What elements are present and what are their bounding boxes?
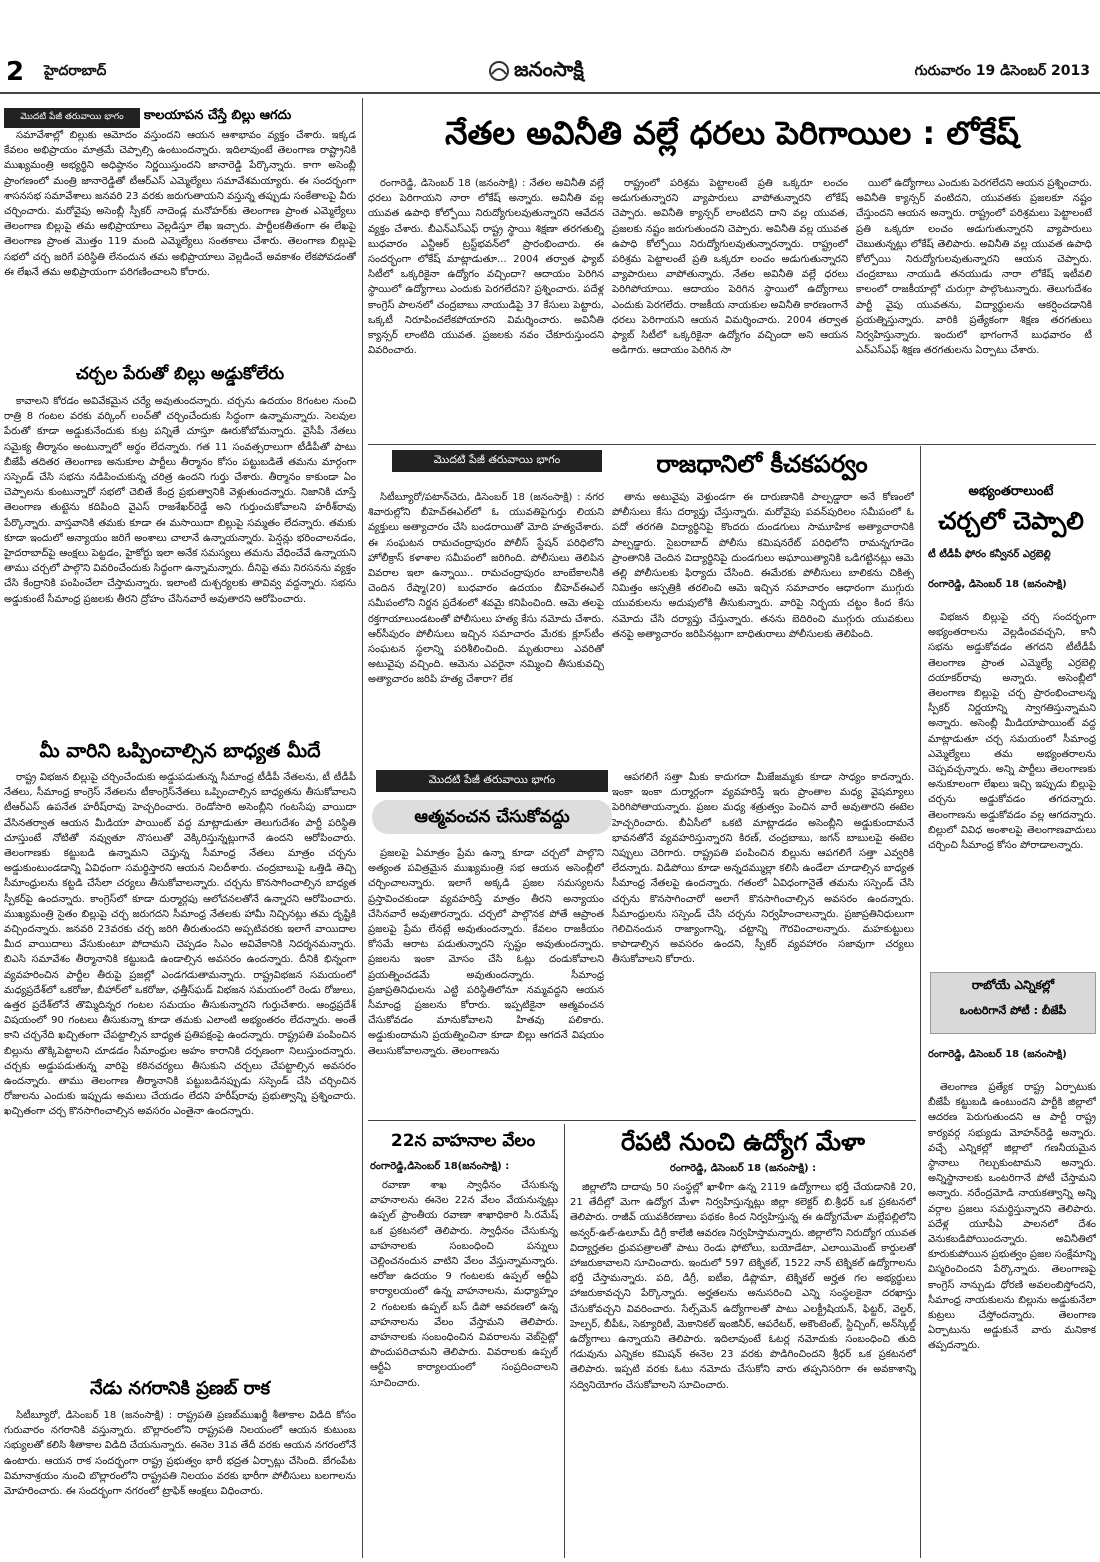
paragraph: కావాలని కోరడం అవివేకమైన చర్యే అవుతుందన్నారు. చర్చను ఉదయం 8గంటల నుంచి రాత్రి 8 గంటల వరకు వర్కింగ్ లంచ్‌తో చర్చించేందుకు సిద్ధంగా ఉన్నామన్నారు. సెలవుల పేరుతో కూడా అడ్డుకునేందుకు కుట్ర పన్నితే చూస్తూ ఊరుకోబోమన్నారు. వైసీపీ నేతలు సమైక్య తీర్మానం అంటున్నాలో అర్థం లేదన్నారు. గత 11 సంవత్సరాలుగా టీడీపీతో పాటు బీజేపీ తదితర తెలంగాణ అనుకూల పార్టీలు తీర్మానం కోసం పట్టుబడితే తమను మార్గంగా సస్పెండ్ చేసి సభను నడిపించుకున్న చరిత్ర ఉందని గుర్తు చేశారు. తీర్మానం కాకుండా ఏం చెప్పాలను కుంటున్నారో సభలో చెబితే కేంద్ర ప్రభుత్వానికి వెళ్లుతుందన్నారు. నిజానికి చూస్తే తెలంగాణ తుట్టెను కదిపింది వైఎస్ రాజశేఖర్‌రెడ్డే అని గుర్తుంచుకోవాలని హరీశ్‌రావు పేర్కొన్నారు. వాస్తవానికి తమకు కూడా ఈ మసాయిదా బిల్లుపై సమ్మతం లేదన్నారు. తమకు కూడా ఇందులో అన్యాయం జరిగే అంశాలు చాలానే ఉన్నాయన్నారు. పెన్షన్లు భరించాలనడం, హైదరాబాద్‌పై ఆంక్షలు పెట్టడం, హైకోర్టు ఇలా అనేక సమస్యలు తమను వేధించేవే ఉన్నాయని తాము చర్చలో పాల్గొని వివరించేందుకు సిద్ధంగా ఉన్నామన్నారు. దీనిపై తమ నిరసనను వ్యక్తం చేసి కేంద్రానికి పంపించేలా చేస్తామన్నారు. ఇలాంటి దుశ్చర్యలకు తావివ్వ వద్దన్నారు. సభను అడ్డుకుంటే సీమాంధ్ర ప్రజలకు తీరని ద్రోహం చేసినవారే అవుతారని ఆరోపించారు. (4, 396, 356, 605)
page-number: 2 (6, 57, 25, 87)
paragraph: జిల్లాలోని దాదాపు 50 సంస్థల్లో ఖాళీగా ఉన్న 2119 ఉద్యోగాలు భర్తీ చేయడానికి 20, 21 తేదీల్లో మెగా ఉద్యోగ మేళా నిర్వహిస్తున్నట్లు జిల్లా కలెక్టర్ బి.శ్రీధర్ ఒక ప్రకటనలో తెలిపారు. రాజీవ్ యువకిరణాలు పథకం కింద నిర్వహిస్తున్న ఈ ఉద్యోగమేళా మల్లేపల్లిలోని అన్వర్-ఉల్-ఉలూమ్ డిగ్రీ కాలేజీ ఆవరణ నిర్వహిస్తామన్నారు. జిల్లాలోని నిరుద్యోగ యువత విద్యార్హతల ధ్రువపత్రాలతో పాటు రెండు ఫోటోలు, బయోడేటా, ఎలాయిమెంట్ కార్డులతో హాజరుకావాలని సూచించారు. ఇందులో 597 టెక్నికల్, 1522 నాన్ టెక్నికల్ ఉద్యోగాలను భర్తీ చేస్తామన్నారు. పది, డిగ్రీ, ఐటీఐ, డిప్లొమా, టెక్నికల్ అర్హత గల అభ్యర్థులు హాజరుకావచ్చని పేర్కొన్నారు. అర్హతలను అనుసరించి ఎన్ని సంస్థలకైనా దరఖాస్తు చేసుకోవచ్చని వివరించారు. సేల్స్‌మెన్ ఉద్యోగాలతో పాటు ఎలక్ట్రీషియన్, ఫిట్టర్, వెల్డర్, హెల్పర్, బీపీఓ, సెక్యూరిటీ, మెకానికల్ ఇంజినీర్, ఆపరేటర్, అకౌంటెంట్, స్టిచ్చింగ్, అన్‌స్కిల్డ్ ఉద్యోగాలు ఉన్నాయని తెలిపారు. ఇదిలావుంటే ఓటర్ల నమోదుకు సంబంధించి తుది గడువును ఎన్నికల కమిషన్ ఈనెల 23 వరకు పొడిగించిందని శ్రీధర్ ఒక ప్రకటనలో తెలిపారు. ఇప్పటి వరకు ఓటు నమోదు చేసుకోని వారు తప్పనిసరిగా ఈ అవకాశాన్ని సద్వినియోగం చేసుకోవాలని సూచించారు. (570, 1182, 916, 1391)
bjp-kicker: రాబోయే ఎన్నికల్లో (971, 978, 1055, 992)
city-label: హైదరాబాద్ (44, 63, 107, 79)
lead-col-1 (368, 176, 604, 440)
vahana-headline: 22న వాహనాల వేలం (390, 1131, 536, 1151)
paragraph: సిటీబ్యూరో/పటాన్‌చెరు, డిసెంబర్ 18 (జనంసాక్షి) : నగర శివారుల్లోని బీహెచ్ఈఎల్‌లో ఓ యువతిపైగుర్తు లియని వ్యక్తులు అత్యాచారం చేసి బండరాయితో మోది హత్యచేశారు. ఈ సంఘటన రామచంద్రాపురం పోలీస్ స్టేషన్ పరిధిలోని హోలీక్రాస్ కళాశాల సమీపంలో జరిగింది. పోలీసులు తెలిపిన వివరాల ఇలా ఉన్నాయి.. రామచంద్రాపురం బాంబేకాలనీకి చెందిన రేష్మా(20) బుధవారం ఉదయం బీహెచ్ఈఎల్ సమీపంలోని నిర్జన ప్రదేశంలో శవమై కనిపించింది. ఆమె తలపై రక్తగాయాలుండటంతో పోలీసులు హత్య కేసు నమోదు చేశారు. ఆర్‌సీపురం పోలీసులు ఇచ్చిన సమాచారం మేరకు క్లూస్‌టీం సంఘటన స్థలాన్ని పరిశీలించింది. మృతురాలు ఎవరితో అటువైపు వచ్చింది. ఆమెను ఎవరైనా నమ్మించి తీసుకువచ్చి అత్యాచారం జరిపి హత్య చేశారా? లేక (368, 492, 604, 686)
charcha-kicker: అభ్యంతరాలుంటే (968, 484, 1054, 499)
col1-headline2: చర్చల పేరుతో బిల్లు అడ్డుకోలేరు (75, 364, 285, 384)
charcha-dateline: రంగారెడ్డి, డిసెంబర్ 18 (జనంసాక్షి) (928, 579, 1067, 590)
charcha-headline: చర్చలో చెప్పాలి (938, 507, 1084, 535)
logo-text: జనంసాక్షి (514, 56, 584, 81)
masthead (0, 55, 1100, 91)
continuation-tag: మొదటి పేజీ తరువాయి భాగం (392, 450, 602, 472)
col1-headline4: నేడు నగరానికి ప్రణబ్ రాక (89, 1378, 270, 1399)
paragraph: రాష్ట్రంలో పరిశ్రమ పెట్టాలంటే ప్రతి ఒక్కరూ లంచం అడుగుతున్నారని వ్యాపారులు వాపోతున్నారని లోకేష్ చెప్పారు. అవినీతి క్యాన్సర్ లాంటిదని దాని వల్ల యువత, ప్రజలకు నష్టం జరుగుతుందని చెప్పారు. అవినీతి వల్ల యువత ఉపాధి కోల్పోయి నిరుద్యోగులవుతున్నారన్నారు. రాష్ట్రంలో పరిశ్రమ పెట్టాలంటే ప్రతి ఒక్కరూ లంచం అడుగుతున్నారని వ్యాపారులు వాపోతున్నారు. నేతల అవినీతి వల్లే ధరలు పెరిగిపోయాయి. ఆదాయం పెరిగిన స్థాయిలో ఉద్యోగాలు ఎందుకు పెరగలేదు. రాజకీయ నాయకుల అవినీతి కారణంగానే ధరలు పెరిగాయని ఆయన విమర్శించారు. 2004 తర్వాత ఫ్యాబ్ సిటీలో ఒక్కరికైనా ఉద్యోగం వచ్చిందా అని ఆయన అడిగారు. ఆదాయం పెరిగిన సా (612, 178, 848, 357)
issue-date: గురువారం 19 డిసెంబర్ 2013 (914, 63, 1090, 79)
bjp-dateline: రంగారెడ్డి, డిసెంబర్ 18 (జనంసాక్షి) (928, 1049, 1067, 1060)
mela-dateline: రంగారెడ్డి, డిసెంబర్ 18 (జనంసాక్షి) : (669, 1163, 817, 1174)
paragraph: తెలంగాణ ప్రత్యేక రాష్ట్ర ఏర్పాటుకు బీజేపీ కట్టుబడి ఉంటుందని పార్టీకి జిల్లాలో ఆదరణ పెరుగుతుందని ఆ పార్టీ రాష్ట్ర కార్యవర్గ సభ్యుడు మోహన్‌రెడ్డి అన్నారు. వచ్చే ఎన్నికల్లో జిల్లాలో గణనీయమైన స్థానాలు గెల్చుకుంటామని అన్నారు. అన్నిస్థానాలకు ఒంటరిగానే పోటీ చేస్తామని అన్నారు. నరేంద్రమోడి నాయకత్వాన్ని అన్ని వర్గాల ప్రజలు సమర్థిస్తున్నారని తెలిపారు. పదేళ్ల యూపీఏ పాలనలో దేశం వెనుకబడిపోయిందన్నారు. అవినీతిలో కూరుకుపోయిన ప్రభుత్వం ప్రజల సంక్షేమాన్ని విస్మరించిందని పేర్కొన్నారు. తెలంగాణపై కాంగ్రెస్ నాన్చుడు ధోరణి అవలంబిస్తోందని, సీమాంధ్ర నాయకులను బిల్లును అడ్డుకునేలా కుట్రలు చేస్తోందన్నారు. తెలంగాణ ఏర్పాటును అడ్డుకునే వారు మనికాక తప్పదన్నారు. (928, 1082, 1096, 1352)
continuation-tag: మొదటి పేజీ తరువాయి భాగం (376, 770, 608, 792)
charcha-body (928, 610, 1096, 950)
paragraph: యిలో ఉద్యోగాలు ఎందుకు పెరగలేదని ఆయన ప్రశ్నించారు. అవినీతి క్యాన్సర్ వంటిదని, యువతకు ప్రజలకూ నష్టం చేస్తుందని ఆయన అన్నారు. రాష్ట్రంలో పరిశ్రమలు పెట్టాలంటే ప్రతి ఒక్కరూ లంచం అడుగుతున్నారని వ్యాపారులు చెబుతున్నట్లు లోకేష్ తెలిపారు. అవినీతి వల్ల యువత ఉపాధి కోల్పోయి నిరుద్యోగులవుతున్నారని ఆయన చెప్పారు. చంద్రబాబు నాయుడి తనయుడు నారా లోకేష్ ఇటీవలి కాలంలో రాజకీయాల్లో చురుగ్గా పాల్గొంటున్నారు. తెలుగుదేశం పార్టీ వైపు యువతను, విద్యార్థులను ఆకర్షించడానికి ప్రయత్నిస్తున్నారు. వారికి ప్రత్యేకంగా శిక్షణ తరగతులు నిర్వహిస్తున్నారు. ఇందులో భాగంగానే బుధవారం టీ ఎన్ఎస్ఎఫ్ శిక్షణ తరగతులను ఏర్పాటు చేశారు. (856, 178, 1092, 357)
col1-story3 (4, 770, 356, 1370)
paragraph: తాను అటువైపు వెళ్తుండగా ఈ దారుణానికి పాల్పడ్డారా అనే కోణంలో పోలీసులు కేసు దర్యాప్తు చేస్తున్నారు. మరోవైపు పవన్‌పురిలం సమీపంలో ఓ పదో తరగతి విద్యార్థినిపై కొందరు దుండగులు సామూహిక అత్యాచారానికి పాల్పడ్డారు. సైబరాబాద్ పోలీసు కమిషనరేట్ పరిధిలోని రామన్నగూడెం ప్రాంతానికి చెందిన విద్యార్థినిపై దుండగులు అఘాయిత్యానికి ఒడిగట్టినట్లు ఆమె తల్లి పోలీసులకు ఫిర్యాదు చేసింది. ఈమేరకు పోలీసులు బాలికను చికిత్స నిమిత్తం ఆస్పత్రికి తరలించి ఆమె ఇచ్చిన సమాచారం ఆధారంగా ముగ్గురు యువకులను అదుపులోకి తీసుకున్నారు. వారిపై నిర్భయ చట్టం కింద కేసు నమోదు చేసి దర్యాప్తు చేస్తున్నారు. తనను బెదిరించి ముగ్గురు యువకులు తనపై అత్యాచారం జరిపినట్లుగా బాధితురాలు పోలీసులకు తెలిపింది. (612, 492, 914, 640)
paragraph: రాష్ట్ర విభజన బిల్లుపై చర్చించేందుకు అడ్డుపడుతున్న సీమాంధ్ర టీడీపీ నేతలను, టీ టీడీపీ నేతలు, సీమాంధ్ర కాంగ్రెస్ నేతలను టీకాంగ్రెస్‌నేతలు ఒప్పించాల్సిన బాధ్యతను తీసుకోవాలని టీఆర్ఎస్ ఉపనేత హరీష్‌రావు హెచ్చరించారు. రెండోసారి అసెంబ్లీని గంటసేపు వాయిదా వేసినతర్వాత ఆయన మీడియా పాయింట్ వద్ద మాట్లాడుతూ తెలుగుదేశం పార్టీ పరిస్థితి చూస్తుంటే నోటితో నవ్వుతూ నొసలుతో వెక్కిరిస్తున్నట్లుగానే ఉందని ఆరోపించారు. తెలంగాణకు కట్టుబడి ఉన్నామని చెప్తున్న సీమాంధ్ర నేతలు మాత్రం చర్చను అడ్డుకుంటుండడాన్ని ఏవిధంగా సమర్థిస్తారని ఆయన నిలదీశారు. చంద్రబాబుపై ఒత్తిడి తెచ్చి సీమాంధ్రులను కట్టడి చేసేలా చర్యలు తీసుకోవాలన్నారు. చర్చను కొనసాగించాల్సిన బాధ్యత స్పీకర్‌పై ఉందన్నారు. కాంగ్రెస్‌లో కూడా దుర్మార్గపు ఆలోచనలతోనే ఉన్నారని ఆరోపించారు. ముఖ్యమంత్రి సైతం బిల్లుపై చర్చ జరుగదని సీమాంధ్ర నేతలకు హామీ నిచ్చినట్లు తమ దృష్టికి వచ్చిందన్నారు. జనవరి 23వరకు చర్చ జరిగి తీరుతుందని అప్పటివరకు ఇలాగే వాయిదాల మీద వాయిదాలు వేసుకుంటూ పోదామని చెప్పడం సిఎం అవివేకానికి నిదర్శనమన్నారు. బిఎసి సమావేశం తీర్మానానికి కట్టుబడి ఉండాల్సిన అవసరం ఉందన్నారు. దీనికి భిన్నంగా వ్యవహరించిన పార్టీల తీరుపై ప్రజల్లో ఎండగడుతామన్నారు. రాష్ట్రవిభజన సమయంలో మధ్యప్రదేశ్‌లో ఒకరోజు, బీహార్‌లో ఒకరోజు, ఛత్తీస్‌ఘడ్ విభజన సమయంలో రెండు రోజులు, ఉత్తర ప్రదేశ్‌లోనే తొమ్మిదిన్నర గంటల సమయం తీసుకున్నారని గుర్తుచేశారు. ఆంధ్రప్రదేశ్ విషయంలో 90 గంటలు తీసుకున్నా కూడా తమకు ఎలాంటి అభ్యంతరం లేదన్నారు. అంతే కాని చర్చనేది ఖచ్చితంగా చేపట్టాల్సిన బాధ్యత ప్రతిపక్షంపై ఉందన్నారు. రాష్ట్రపతి పంపించిన బిల్లును తొక్కిపెట్టాలని చూడడం సీమాంధ్రుల అహం కారానికి దర్పణంగా నిలుస్తుందన్నారు. చర్చకు అడ్డుపడుతున్న వారిపై కఠినచర్యలు తీసుకుని చర్చలు చేపట్టాల్సిన అవసరం ఉందన్నారు. తాము తెలంగాణ తీర్మానానికి పట్టుబడినప్పుడు సస్పెండ్ చేసి చర్చించిన రోజులను ఎందుకు ఇప్పుడు అమలు చేయడం లేదని హరీష్‌రావు ప్రభుత్వాన్ని ప్రశ్నించారు. ఖచ్చితంగా చర్చ కొనసాగించాల్సిన అవసరం ఎంతైనా ఉందన్నారు. (4, 772, 356, 1118)
bjp-headline: ఒంటరిగానే పోటీ : బీజేపీ (959, 1004, 1067, 1017)
column-rule (564, 1124, 565, 1558)
lead-col-3 (856, 176, 1092, 440)
paragraph: రంగారెడ్డి, డిసెంబర్ 18 (జనంసాక్షి) : నేతల అవినీతి వల్లే ధరలు పెరిగాయని నారా లోకేష్ అన్నారు. అవినీతి వల్ల యువత ఉపాధి కోల్పోయి నిరుద్యోగులవుతున్నారని ఆవేదన వ్యక్తం చేశారు. బీఎన్ఎస్ఎఫ్ రాష్ట్ర స్థాయి శిక్షణా తరగతుల్ని బుధవారం ఎన్టీఆర్ ట్రస్ట్‌భవన్‌లో ప్రారంభించారు. ఈ సందర్భంగా లోకేష్ మాట్లాడుతూ... 2004 తర్వాత ఫ్యాబ్ సిటీలో ఒక్కరికైనా ఉద్యోగం వచ్చిందా? ఆదాయం పెరిగిన స్థాయిలో ఉద్యోగాలు ఎందుకు పెరగలేదని? ప్రశ్నించారు. పదేళ్ల కాంగ్రెస్ పాలనలో చంద్రబాబు నాయుడిపై 37 కేసులు పెట్టారు, ఒక్కటీ నిరూపించలేకపోయారని విమర్శించారు. అవినీతి క్యాన్సర్ లాంటిది యువత. ప్రజలకు నవం చేకూరుస్తుందని వివరించారు. (368, 178, 604, 357)
paragraph: ప్రజలపై ఏమాత్రం ప్రేమ ఉన్నా కూడా చర్చలో పాల్గొని అత్యంత పవిత్రమైన ముఖ్యమంత్రి సభ ఆయన అసెంబ్లీలో చర్చించాలన్నారు. ఇలాగే అక్కడి ప్రజల సమస్యలను ప్రస్తావించకుండా వ్యవహరిస్తే మాత్రం తీరని అన్యాయం చేసినవారే అవుతారన్నారు. చర్చలో పాల్గొనక పోతే ఆప్రాంత ప్రజలపై ప్రేమ లేనట్లే అవుతుందన్నారు. కేవలం రాజకీయం కోసమే ఆరాట పడుతున్నారని స్పష్టం అవుతుందన్నారు. ప్రజలను ఇంకా మోసం చేసి ఓట్లు దండుకోవాలని ప్రయత్నించడమే అవుతుందన్నారు. సీమాంధ్ర ప్రజాప్రతినిధులను ఎట్టి పరిస్థితిలోనూ నమ్మవద్దని ఆయన సీమాంధ్ర ప్రజలను కోరారు. ఇప్పటికైనా ఆత్మవంచన చేసుకోవడం మానుకోవాలని హితవు పలికారు. అడ్డుకుందామని ప్రయత్నించినా కూడా బిల్లు ఆగదనే విషయం తెలుసుకోవాలన్నారు. తెలంగాణను (368, 848, 604, 1057)
vahana-dateline: రంగారెడ్డి,డిసెంబర్ 18(జనంసాక్షి) : (370, 1161, 510, 1172)
charcha-byline: టీ టీడీపీ ఫోరం కన్వీనర్ ఎర్రబెల్లి (928, 549, 1051, 560)
mela-body (570, 1180, 916, 1556)
vahana-body (370, 1178, 558, 1554)
kichaka-col-2 (612, 490, 914, 760)
column-rule (920, 446, 921, 1558)
bjp-headline-box (930, 972, 1096, 1034)
atma-col-2 (612, 770, 914, 1116)
col1-story2 (4, 394, 356, 734)
col1-story4 (4, 1408, 356, 1558)
paragraph: విభజన బిల్లుపై చర్చ సందర్భంగా అభ్యంతరాలను వెల్లడించవచ్చని, కానీ సభను అడ్డుకోవడం తగదని టీటీడీపీ తెలంగాణ ప్రాంత ఎమ్మెల్యే ఎర్రబెల్లి దయాకర్‌రావు అన్నారు. అసెంబ్లీలో తెలంగాణ బిల్లుపై చర్చ ప్రారంభించాలన్న స్పీకర్ నిర్ణయాన్ని స్వాగతిస్తున్నామని అన్నారు. అసెంబ్లీ మీడియాపాయింట్ వద్ద మాట్లాడుతూ చర్చ సమయంలో సీమాంధ్ర ఎమ్మెల్యేలు తమ అభ్యంతరాలను చెప్పవచ్చన్నారు. అన్ని పార్టీలు తెలంగాణకు అనుకూలంగా లేఖలు ఇచ్చి ఇప్పుడు బిల్లుపై చర్చను అడ్డుకోవడం తగదన్నారు. తెలంగాణను అడ్డుకోవడం వల్ల ఆగదన్నారు. బిల్లులో వివిధ అంశాలపై తెలంగాణవాదులు చర్చించి సీమాంధ్ర కోసం పోరాడాలన్నారు. (928, 612, 1096, 852)
mela-headline: రేపటి నుంచి ఉద్యోగ మేళా (621, 1128, 865, 1156)
continuation-tag: మొదటి పేజీ తరువాయి భాగం (4, 108, 140, 128)
lead-headline: నేతల అవినీతి వల్లే ధరలు పెరిగాయిల : లోకేష్ (445, 114, 1019, 152)
section-rule (368, 1120, 916, 1121)
atma-col-1 (368, 846, 604, 1116)
paragraph: ఆపగలిగే సత్తా మీకు కాదుగదా మీజేజమ్మకు కూడా సాధ్యం కాదన్నారు. ఇంకా ఇంకా దుర్మార్గంగా వ్యవహరిస్తే ఇరు ప్రాంతాల మధ్య వైషమ్యాలు పెరిగిపోతాయన్నారు. ప్రజల మధ్య శత్రుత్వం పెంచిన వారే అవుతారని ఈటెల హెచ్చరించారు. బీఏసీలో ఒకటి మాట్లాడడం అసెంబ్లీని అడ్డుకుందామనే భావనతోనే వ్యవహరిస్తున్నారని కిరణ్, చంద్రబాబు, జగన్ బాబులపై ఈటెల నిప్పులు చెరిగారు. రాష్ట్రపతి పంపించిన బిల్లును ఆపగలిగే సత్తా ఎవ్వరికి లేదన్నారు. విడిపోయి కూడా అన్నదమ్ముల్లా కలిసి ఉండేలా చూడాల్సిన బాధ్యత సీమాంధ్ర నేతలపై ఉందన్నారు. గతంలో ఏవిధంగానైతే తమను సస్పెండ్ చేసి చర్చను కొనసాగించారో అలాగే కొనసాగించాల్సిన అవసరం ఉందన్నారు. సీమాంధ్రులను సస్పెండ్ చేసి చర్చను నిర్వహించాలన్నారు. ప్రజాప్రతినిధులుగా గెలిచినందున రాజ్యాంగాన్ని, చట్టాన్ని గౌరవించాలన్నారు. మహకుట్టులు కాపాడాల్సిన అవసరం ఉందని, స్పీకర్ వ్యవహారం సజావుగా చర్యలు తీసుకోవాలని కోరారు. (612, 772, 914, 966)
logo (488, 57, 584, 85)
masthead-rule (0, 92, 1100, 94)
logo-emblem-icon (488, 60, 510, 82)
column-rule (362, 98, 363, 1558)
bjp-body (928, 1080, 1096, 1520)
paragraph: సిటీబ్యూరో, డిసెంబర్ 18 (జనంసాక్షి) : రాష్ట్రపతి ప్రణబ్‌ముఖర్జీ శీతాకాల విడిది కోసం గురువారం నగరానికి వస్తున్నారు. బొల్లారంలోని రాష్ట్రపతి నిలయంలో ఆయన కుటుంబ సభ్యులతో కలిసి శీతాకాల విడిది చేయనున్నారు. ఈనెల 31వ తేదీ వరకు ఆయన నగరంలోనే ఉంటారు. ఆయన రాక సందర్భంగా రాష్ట్ర ప్రభుత్వం భారీ భద్రత ఏర్పాట్లు చేసింది. బేగంపేట విమానాశ్రయం నుంచి బొల్లారంలోని రాష్ట్రపతి నిలయం వరకు భారీగా పోలీసులు బలగాలను మోహరించారు. ఈ సందర్భంగా నగరంలో ట్రాఫిక్ ఆంక్షలు విధించారు. (4, 1410, 356, 1498)
col1-headline3: మీ వారిని ఒప్పించాల్సిన బాధ్యత మీదే (39, 740, 321, 762)
kichaka-headline: రాజధానిలో కీచకపర్వం (656, 450, 868, 478)
paragraph: సమావేశాల్లో బిల్లుకు ఆమోదం వస్తుందని ఆయన ఆశాభావం వ్యక్తం చేశారు. ఇక్కడ కేవలం అభిప్రాయం మాత్రమే చెప్పాల్సి ఉంటుందన్నారు. ఇదిలావుంటే తెలంగాణ రాష్ట్రానికి ముఖ్యమంత్రి అభ్యర్థిని అధిష్ఠానం నిర్ణయిస్తుందని జానారెడ్డి పేర్కొన్నారు. కాగా అసెంబ్లీ ప్రాంగణంలో మంత్రి జానారెడ్డితో టీఆర్ఎస్ ఎమ్మెల్యేలు సమావేశమయ్యారు. ఈ సందర్భంగా శాసనసభ సమావేశాలు జనవరి 23 వరకు జరుగుతాయని వస్తున్న తప్పుడు సంకేతాలపై వీరు చర్చించారు. మరోవైపు అసెంబ్లీ స్పీకర్ నాదెండ్ల మనోహర్‌కు తెలంగాణ ప్రాంత ఎమ్మెల్యేలు తెలంగాణ బిల్లుపై తమ అభిప్రాయాలు వెల్లడిస్తూ లేఖ ఇచ్చారు. పార్టీలకతీతంగా ఈ లేఖపై తెలంగాణ ప్రాంత మొత్తం 119 మంది ఎమ్మెల్యేలు సంతకాలు చేశారు. తెలంగాణ బిల్లుపై సభలో చర్చ జరిగే పరిస్థితి లేనందున తమ అభిప్రాయాలు వెల్లడించే అవకాశం లేకపోవడంతో ఈ లేఖనే తమ అభిప్రాయంగా పరిగణించాలని కోరారు. (4, 130, 356, 278)
kichaka-col-1 (368, 490, 604, 760)
atma-headline: ఆత్మవంచన చేసుకోవద్దు (372, 800, 612, 834)
col1-headline: కాలయాపన చేస్తే బిల్లు ఆగదు (144, 108, 292, 123)
section-rule (368, 444, 1096, 445)
col1-story1 (4, 128, 356, 358)
paragraph: రవాణా శాఖ స్వాధీనం చేసుకున్న వాహనాలను ఈనెల 22న వేలం వేయనున్నట్లు ఉప్పల్ ప్రాంతీయ రవాణా శాఖాధికారి సి.రమేష్ ఒక ప్రకటనలో తెలిపారు. స్వాధీనం చేసుకున్న వాహనాలకు సంబంధించి పన్నులు చెల్లించనందున వాటిని వేలం వేస్తున్నామన్నారు. ఆరోజు ఉదయం 9 గంటలకు ఉప్పల్ ఆర్టీఏ కార్యాలయంలో ఉన్న వాహనాలను, మధ్యాహ్నం 2 గంటలకు ఉప్పల్ బస్ డిపో ఆవరణలో ఉన్న వాహనాలను వేలం వేస్తామని తెలిపారు. వాహనాలకు సంబంధించిన వివరాలను వెబ్‌సైట్లో పొందుపరిచామని తెలిపారు. వివరాలకు ఉప్పల్ ఆర్టీఏ కార్యాలయంలో సంప్రదించాలని సూచించారు. (370, 1180, 558, 1389)
lead-col-2 (612, 176, 848, 440)
